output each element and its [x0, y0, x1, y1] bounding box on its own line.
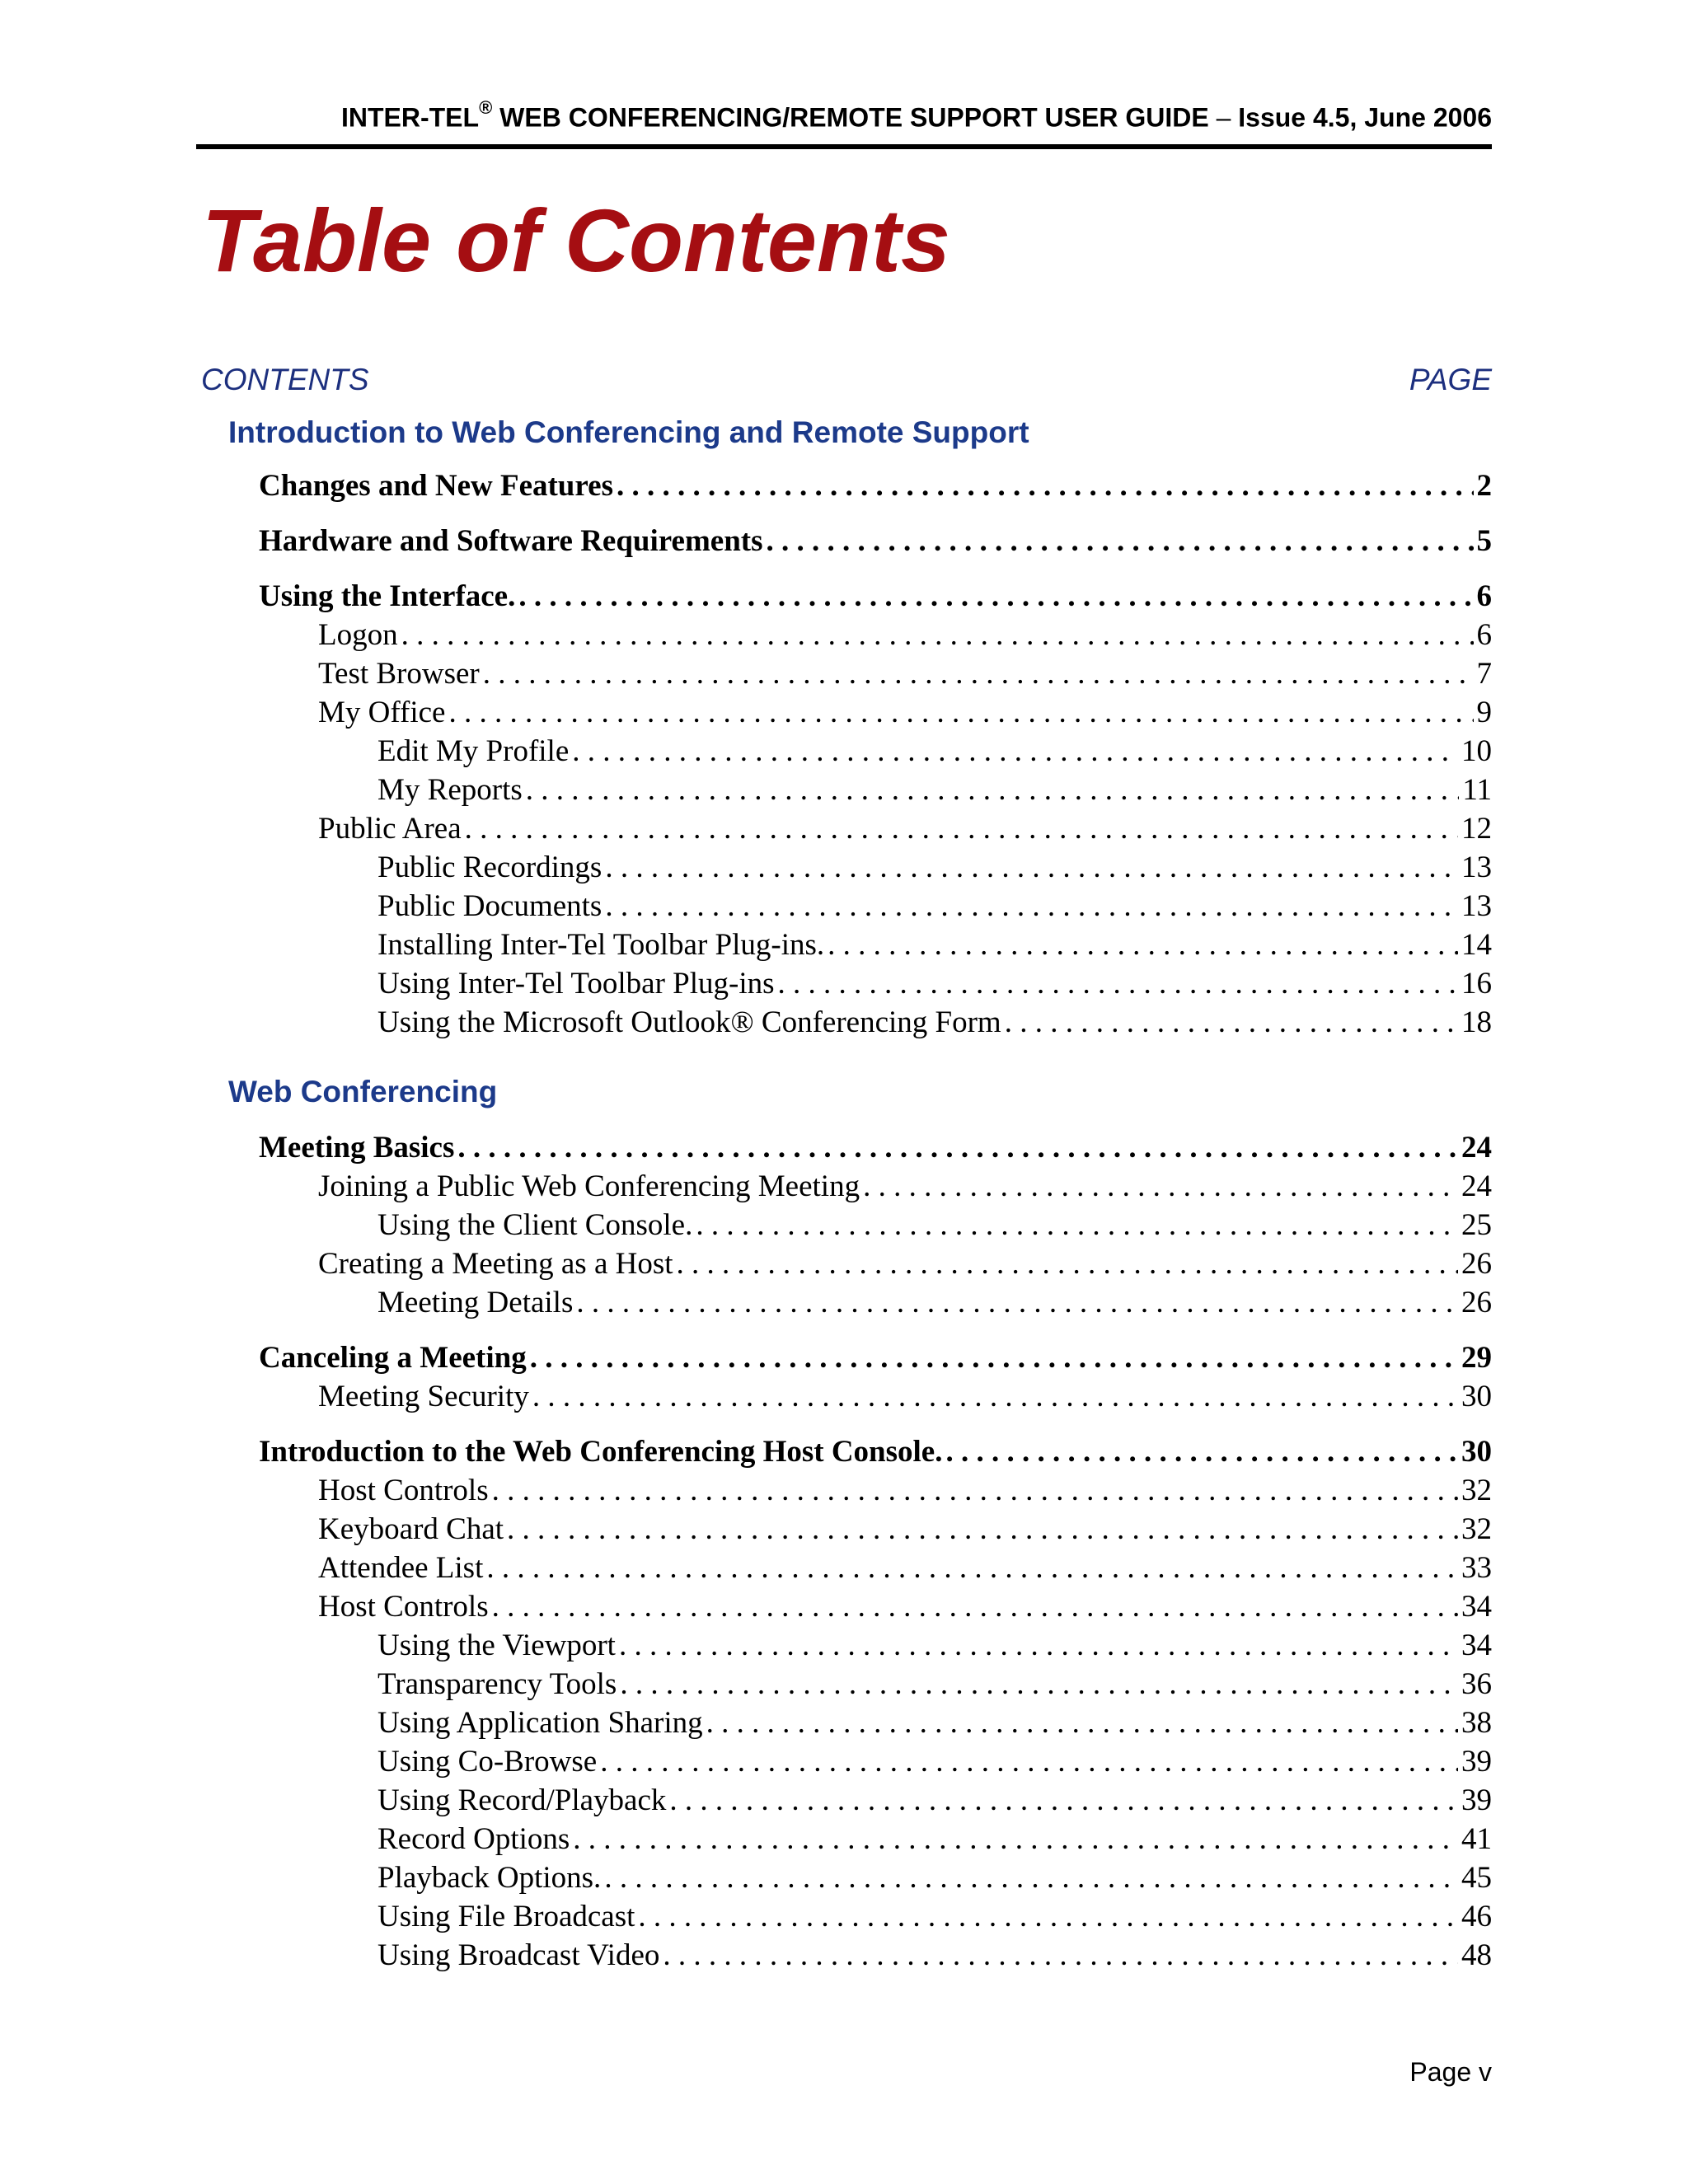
page-number: 36 [1461, 1667, 1492, 1701]
toc-entry[interactable]: Meeting Details . . . 26 [377, 1285, 1492, 1323]
header-rule [196, 144, 1492, 149]
dot-leader [863, 1169, 1458, 1204]
toc-entry[interactable]: Public Documents . . . 13 [377, 888, 1492, 926]
toc-entry[interactable]: Introduction to the Web Conferencing Host Console. . . . 30 [259, 1434, 1492, 1472]
page-number: 32 [1461, 1474, 1492, 1507]
dot-leader [526, 772, 1460, 808]
dot-leader [767, 523, 1474, 559]
toc-entry[interactable]: Transparency Tools . . . 36 [377, 1666, 1492, 1704]
page-number: 32 [1461, 1512, 1492, 1546]
toc-entry[interactable]: Using the Microsoft Outlook® Conferencing Form . . . 18 [377, 1005, 1492, 1043]
dot-leader [619, 1628, 1458, 1663]
page-number: 48 [1461, 1938, 1492, 1972]
dot-leader [576, 1285, 1458, 1320]
contents-column-heading: CONTENTS [201, 363, 369, 396]
dot-leader [518, 579, 1473, 614]
section-title-web-conferencing: Web Conferencing [228, 1075, 498, 1108]
toc-entry[interactable]: Keyboard Chat . . . 32 [318, 1511, 1492, 1549]
toc-entry[interactable]: Attendee List . . . 33 [318, 1550, 1492, 1588]
page-number: 39 [1461, 1745, 1492, 1779]
section-title-introduction: Introduction to Web Conferencing and Remote Support [228, 415, 1029, 449]
dot-leader [620, 1666, 1458, 1702]
header-issue: Issue 4.5, June 2006 [1238, 102, 1492, 133]
toc-entry[interactable]: Meeting Basics . . . 24 [259, 1130, 1492, 1168]
page-number: 6 [1476, 618, 1492, 652]
toc-entry[interactable]: Meeting Security . . . 30 [318, 1379, 1492, 1417]
dot-leader [600, 1744, 1458, 1779]
dot-leader [677, 1246, 1458, 1282]
toc-entry[interactable]: Record Options . . . 41 [377, 1821, 1492, 1859]
page-column-heading: PAGE [1409, 363, 1492, 396]
page-number: 26 [1461, 1286, 1492, 1319]
running-header [196, 97, 1492, 134]
page-number: 38 [1461, 1706, 1492, 1740]
toc-entry[interactable]: Edit My Profile . . . 10 [377, 733, 1492, 771]
toc-entry[interactable]: Creating a Meeting as a Host . . . 26 [318, 1246, 1492, 1284]
header-guide-title: WEB CONFERENCING/REMOTE SUPPORT USER GUIDE [492, 102, 1209, 133]
dot-leader [465, 811, 1458, 846]
page-number: 41 [1461, 1822, 1492, 1856]
toc-entry[interactable]: Using Record/Playback . . . 39 [377, 1783, 1492, 1821]
toc-entry[interactable]: Changes and New Features . . . 2 [259, 468, 1492, 506]
toc-entry[interactable]: My Office . . . 9 [318, 695, 1492, 733]
page-number: 7 [1476, 657, 1492, 691]
page-number: 33 [1461, 1551, 1492, 1585]
dot-leader [573, 1821, 1458, 1857]
toc-entry[interactable]: Joining a Public Web Conferencing Meeting . . . 24 [318, 1169, 1492, 1207]
dot-leader [401, 617, 1474, 653]
dot-leader [532, 1379, 1458, 1414]
header-brand: INTER-TEL [340, 102, 480, 133]
page-number: 24 [1461, 1131, 1492, 1165]
page-number: 34 [1461, 1590, 1492, 1624]
dot-leader [492, 1473, 1458, 1508]
toc-entry[interactable]: Using the Viewport . . . 34 [377, 1628, 1492, 1666]
page-number: 25 [1461, 1208, 1492, 1242]
toc-entry[interactable]: Using the Interface. . . . 6 [259, 579, 1492, 616]
page-number: 16 [1461, 967, 1492, 1001]
page-footer: Page v [1409, 2057, 1492, 2087]
page-number: 30 [1461, 1435, 1492, 1469]
dot-leader [604, 1860, 1458, 1896]
page-number: 14 [1461, 928, 1492, 962]
dot-leader [706, 1705, 1458, 1741]
dot-leader [828, 927, 1458, 963]
dot-leader [483, 656, 1474, 691]
toc-entry[interactable]: Using Application Sharing . . . 38 [377, 1705, 1492, 1743]
toc-entry[interactable]: Public Recordings . . . 13 [377, 850, 1492, 888]
page-number: 10 [1461, 734, 1492, 768]
page-number: 12 [1461, 812, 1492, 846]
page-number: 26 [1461, 1247, 1492, 1281]
dot-leader [669, 1783, 1458, 1818]
page-number: 46 [1461, 1900, 1492, 1933]
toc-entry[interactable]: Installing Inter-Tel Toolbar Plug-ins. . . . 14 [377, 927, 1492, 965]
page-number: 39 [1461, 1783, 1492, 1817]
dot-leader [663, 1938, 1458, 1973]
page-number: 5 [1476, 524, 1492, 558]
toc-entry[interactable]: Public Area . . . 12 [318, 811, 1492, 849]
toc-entry[interactable]: Host Controls . . . 34 [318, 1589, 1492, 1627]
dot-leader [945, 1434, 1458, 1469]
page-number: 13 [1461, 889, 1492, 923]
toc-entry[interactable]: Using Co-Browse . . . 39 [377, 1744, 1492, 1782]
page-number: 30 [1461, 1380, 1492, 1413]
dot-leader [572, 733, 1458, 769]
page-number: 11 [1462, 773, 1492, 807]
dot-leader [486, 1550, 1458, 1586]
dot-leader [638, 1899, 1458, 1934]
page-number: 29 [1461, 1341, 1492, 1375]
page-number: 13 [1461, 851, 1492, 884]
dot-leader [605, 888, 1458, 924]
dot-leader [778, 966, 1458, 1001]
page-number: 6 [1476, 579, 1492, 613]
dot-leader [530, 1340, 1458, 1376]
toc-entry[interactable]: Host Controls . . . 32 [318, 1473, 1492, 1511]
toc-entry[interactable]: Using Inter-Tel Toolbar Plug-ins . . . 16 [377, 966, 1492, 1004]
page-title: Table of Contents [202, 190, 950, 290]
dot-leader [696, 1207, 1458, 1243]
dot-leader [457, 1130, 1458, 1165]
dot-leader [507, 1511, 1458, 1547]
dot-leader [1005, 1005, 1458, 1040]
dot-leader [617, 468, 1474, 504]
toc-entry[interactable]: My Reports . . . 11 [377, 772, 1492, 810]
toc-entry[interactable]: Canceling a Meeting . . . 29 [259, 1340, 1492, 1378]
dot-leader [448, 695, 1473, 730]
page-number: 34 [1461, 1629, 1492, 1662]
toc-entry[interactable]: Using Broadcast Video . . . 48 [377, 1938, 1492, 1975]
page-number: 24 [1461, 1169, 1492, 1203]
page-number: 9 [1476, 696, 1492, 729]
page-number: 2 [1476, 469, 1492, 503]
toc-entry[interactable]: Using the Client Console. . . . 25 [377, 1207, 1492, 1245]
toc-entry[interactable]: Using File Broadcast . . . 46 [377, 1899, 1492, 1937]
page-number: 18 [1461, 1005, 1492, 1039]
toc-entry[interactable]: Playback Options. . . . 45 [377, 1860, 1492, 1898]
dot-leader [605, 850, 1458, 885]
page-number: 45 [1461, 1861, 1492, 1895]
toc-entry[interactable]: Test Browser . . . 7 [318, 656, 1492, 694]
toc-entry[interactable]: Logon . . . 6 [318, 617, 1492, 655]
dot-leader [492, 1589, 1458, 1624]
header-separator: – [1208, 102, 1239, 133]
registered-mark: ® [479, 97, 493, 118]
toc-entry[interactable]: Hardware and Software Requirements . . . 5 [259, 523, 1492, 561]
